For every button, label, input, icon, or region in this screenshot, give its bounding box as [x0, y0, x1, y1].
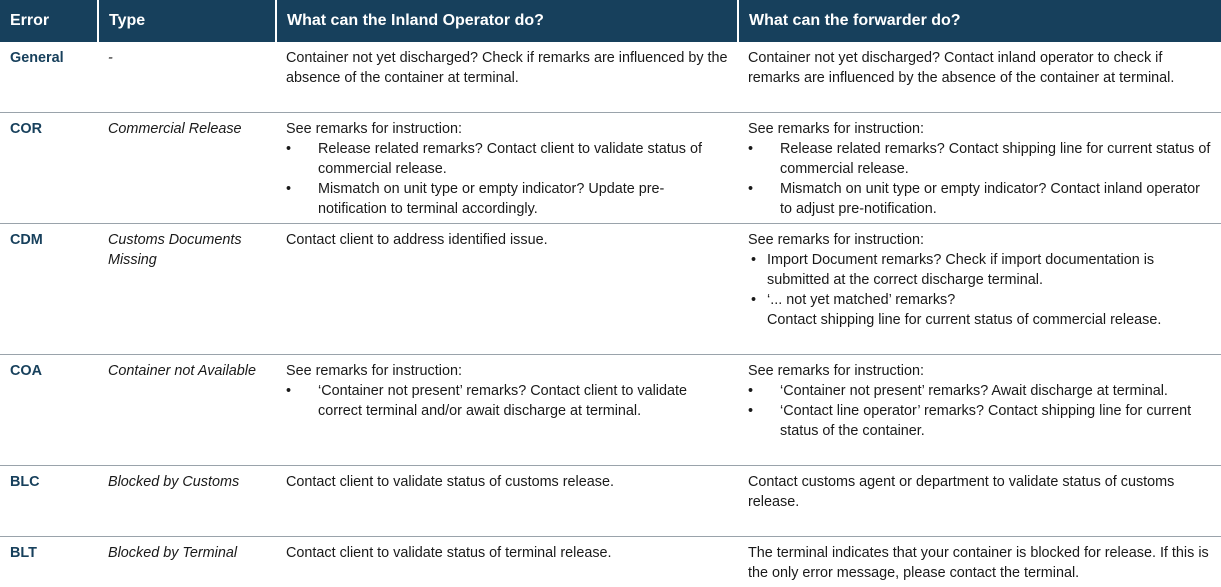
list-item: [748, 139, 1211, 179]
list-item-text: Mismatch on unit type or empty indicator? Contact inland operator to adjust pre-notification.: [780, 181, 1200, 217]
error-type: Blocked by Customs: [98, 466, 276, 537]
error-type: -: [98, 42, 276, 113]
inland-operator-action: [276, 113, 738, 224]
error-type: Blocked by Terminal: [98, 537, 276, 587]
error-type: Commercial Release: [98, 113, 276, 224]
list-item-text: ‘... not yet matched’ remarks?: [767, 292, 955, 308]
bullet-icon: •: [748, 139, 753, 159]
list-item: [748, 401, 1211, 441]
error-code: BLT: [0, 537, 98, 587]
table-row: [0, 42, 1221, 113]
header-inland-operator: What can the Inland Operator do?: [276, 0, 738, 42]
list-item: [286, 179, 728, 219]
forwarder-action: [738, 355, 1221, 466]
list-item-text: Mismatch on unit type or empty indicator? Update pre-notification to terminal accordingly.: [318, 181, 664, 217]
bullet-icon: •: [286, 139, 291, 159]
table-row: [0, 537, 1221, 587]
table-row: [0, 466, 1221, 537]
error-code: BLC: [0, 466, 98, 537]
forwarder-action: [738, 224, 1221, 355]
bullet-icon: •: [748, 179, 753, 199]
header-row: [0, 0, 1221, 42]
header-type: Type: [98, 0, 276, 42]
list-item-continuation: Contact shipping line for current status of commercial release.: [767, 310, 1211, 330]
list-item: [748, 290, 1211, 330]
instruction-intro: See remarks for instruction:: [748, 361, 1211, 381]
forwarder-action: Contact customs agent or department to validate status of customs release.: [738, 466, 1221, 537]
header-forwarder: What can the forwarder do?: [738, 0, 1221, 42]
list-item-text: ‘Container not present’ remarks? Contact client to validate correct terminal and/or await discharge at terminal.: [318, 383, 687, 419]
bullet-icon: •: [286, 179, 291, 199]
instruction-intro: See remarks for instruction:: [286, 361, 728, 381]
list-item-text: ‘Contact line operator’ remarks? Contact shipping line for current status of the container.: [780, 403, 1191, 439]
bullet-icon: •: [748, 401, 753, 421]
list-item-text: Import Document remarks? Check if import documentation is submitted at the correct discharge terminal.: [767, 252, 1154, 288]
forwarder-action: The terminal indicates that your container is blocked for release. If this is the only error message, please contact the terminal.: [738, 537, 1221, 587]
table-row: [0, 355, 1221, 466]
bullet-icon: •: [748, 381, 753, 401]
forwarder-action: Container not yet discharged? Contact inland operator to check if remarks are influenced by the absence of the container at terminal.: [738, 42, 1221, 113]
instruction-intro: See remarks for instruction:: [286, 119, 728, 139]
inland-operator-action: Contact client to validate status of customs release.: [276, 466, 738, 537]
inland-operator-action: Container not yet discharged? Check if remarks are influenced by the absence of the container at terminal.: [276, 42, 738, 113]
list-item-text: Release related remarks? Contact client to validate status of commercial release.: [318, 141, 702, 177]
error-code: General: [0, 42, 98, 113]
instruction-list: [286, 139, 728, 219]
error-code: COR: [0, 113, 98, 224]
list-item: [748, 381, 1211, 401]
bullet-icon: •: [751, 290, 756, 310]
list-item-text: ‘Container not present’ remarks? Await discharge at terminal.: [780, 383, 1168, 399]
instruction-intro: See remarks for instruction:: [748, 119, 1211, 139]
instruction-list: [748, 139, 1211, 219]
header-error: Error: [0, 0, 98, 42]
instruction-intro: See remarks for instruction:: [748, 230, 1211, 250]
list-item: [748, 250, 1211, 290]
inland-operator-action: [276, 355, 738, 466]
inland-operator-action: Contact client to validate status of terminal release.: [276, 537, 738, 587]
forwarder-action: [738, 113, 1221, 224]
instruction-list: [748, 381, 1211, 441]
list-item: [286, 381, 728, 421]
instruction-list: [286, 381, 728, 421]
instruction-list: [748, 250, 1211, 330]
bullet-icon: •: [751, 250, 756, 270]
inland-operator-action: Contact client to address identified issue.: [276, 224, 738, 355]
table-row: [0, 224, 1221, 355]
list-item-text: Release related remarks? Contact shipping line for current status of commercial release.: [780, 141, 1210, 177]
error-type: Container not Available: [98, 355, 276, 466]
bullet-icon: •: [286, 381, 291, 401]
error-code: COA: [0, 355, 98, 466]
error-code: CDM: [0, 224, 98, 355]
table-row: [0, 113, 1221, 224]
error-type: Customs Documents Missing: [98, 224, 276, 355]
list-item: [286, 139, 728, 179]
list-item: [748, 179, 1211, 219]
